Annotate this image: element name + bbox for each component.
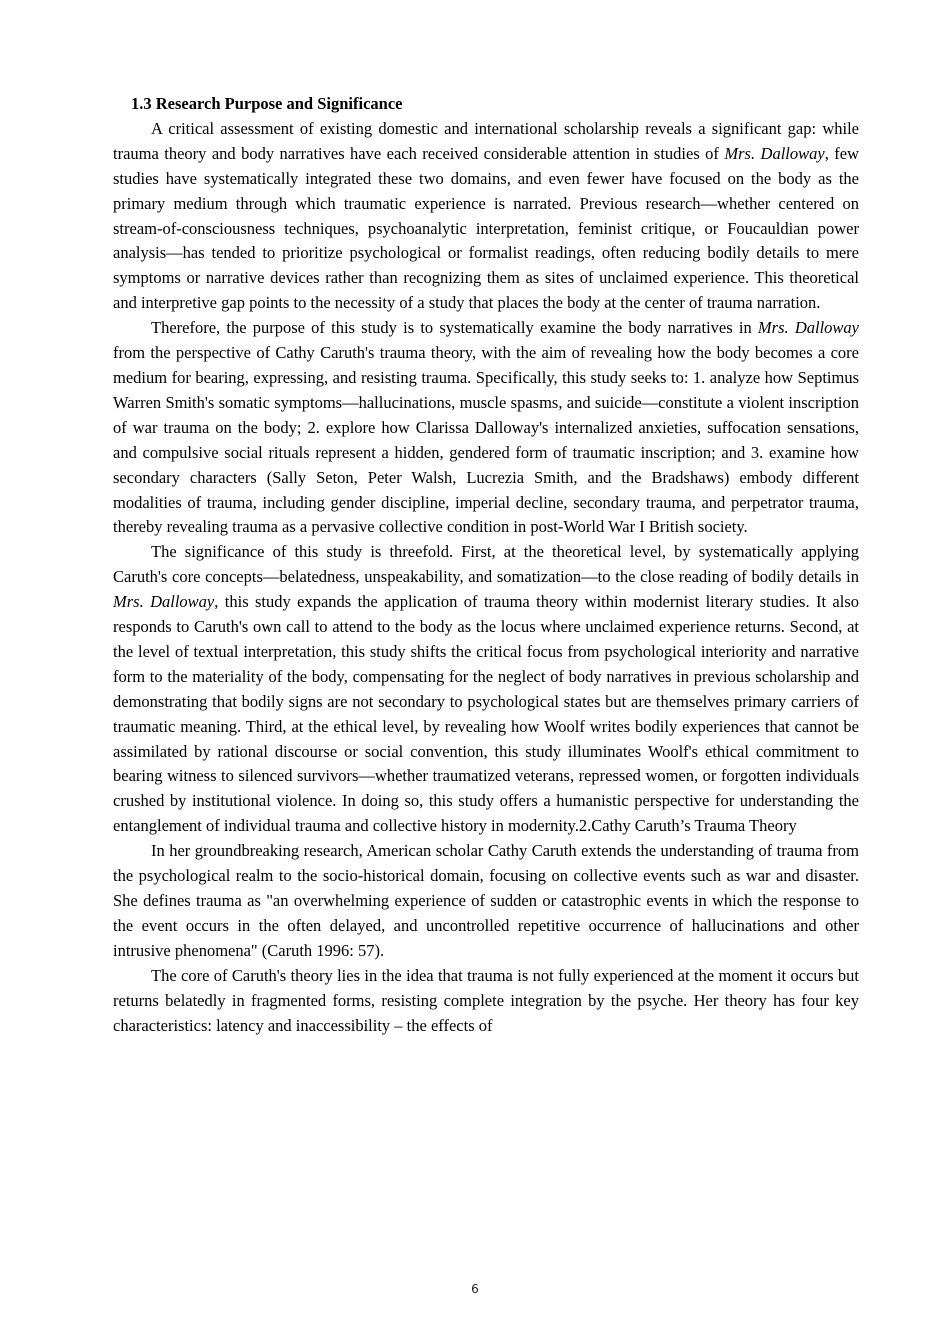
section-heading: 1.3 Research Purpose and Significance xyxy=(131,94,403,113)
paragraph-significance xyxy=(113,540,859,839)
paragraph-research-purpose xyxy=(113,316,859,540)
paragraph-caruth-definition xyxy=(113,839,859,964)
text-run: In her groundbreaking research, American scholar Cathy Caruth extends the understanding of trauma from the psychological realm to the socio-historical domain, focusing on collective events such as war and disaster. She defines trauma as "an overwhelming experience of sudden or catastrophic events in which the response to the event occurs in the often delayed, and uncontrolled repetitive occurrence of hallucinations and other intrusive phenomena" (Caruth 1996: 57). xyxy=(113,841,859,960)
italic-title: Mrs. Dalloway xyxy=(724,143,825,163)
italic-title: Mrs. Dalloway xyxy=(113,592,215,612)
paragraph-research-gap xyxy=(113,117,859,316)
text-run: from the perspective of Cathy Caruth's trauma theory, with the aim of revealing how the body becomes a core medium for bearing, expressing, and resisting trauma. Specifically, this study seeks to: 1. analyze how Septimus Warren Smith's somatic symptoms—hallucinations, muscle spasms, and suicide—constitute a violent inscription of war trauma on the body; 2. explore how Clarissa Dalloway's internalized anxieties, suffocation sensations, and compulsive social rituals represent a hidden, gendered form of traumatic inscription; and 3. examine how secondary characters (Sally Seton, Peter Walsh, Lucrezia Smith, and the Bradshaws) embody different modalities of trauma, including gender discipline, imperial decline, secondary trauma, and perpetrator trauma, thereby revealing trauma as a pervasive collective condition in post-World War I British society. xyxy=(113,343,859,537)
page-body xyxy=(113,92,859,1038)
text-run: , this study expands the application of trauma theory within modernist literary studies. It also responds to Caruth's own call to attend to the body as the locus where unclaimed experience returns. Second, at the level of textual interpretation, this study shifts the critical focus from psychological interiority and narrative form to the materiality of the body, compensating for the neglect of body narratives in previous scholarship and demonstrating that bodily signs are not secondary to psychological states but are themselves primary carriers of traumatic meaning. Third, at the ethical level, by revealing how Woolf writes bodily experiences that cannot be assimilated by rational discourse or social convention, this study illuminates Woolf's ethical commitment to bearing witness to silenced survivors—whether traumatized veterans, repressed women, or forgotten individuals crushed by institutional violence. In doing so, this study offers a humanistic perspective for understanding the entanglement of individual trauma and collective history in modernity.2.Cathy Caruth’s Trauma Theory xyxy=(113,592,859,836)
text-run: Therefore, the purpose of this study is to systematically examine the body narratives in xyxy=(151,318,758,338)
text-run: The core of Caruth's theory lies in the idea that trauma is not fully experienced at the moment it occurs but returns belatedly in fragmented forms, resisting complete integration by the psyche. Her theory has four key characteristics: latency and inaccessibility – the effects of xyxy=(113,965,859,1035)
page-number: 6 xyxy=(471,1282,479,1296)
italic-title: Mrs. Dalloway xyxy=(757,318,860,338)
text-run: A critical assessment of existing domestic and international scholarship reveals a significant gap: while trauma theory and body narratives have each received considerable attention in studies of xyxy=(113,118,859,163)
paragraph-caruth-core xyxy=(113,964,859,1039)
text-run: , few studies have systematically integrated these two domains, and even fewer have focused on the body as the primary medium through which traumatic experience is narrated. Previous research—whether centered on stream-of-consciousness techniques, psychoanalytic interpretation, feminist critique, or Foucauldian power analysis—has tended to prioritize psychological or formalist readings, often reducing bodily details to mere symptoms or narrative devices rather than recognizing them as sites of unclaimed experience. This theoretical and interpretive gap points to the necessity of a study that places the body at the center of trauma narration. xyxy=(113,143,860,313)
text-run: The significance of this study is threefold. First, at the theoretical level, by systematically applying Caruth's core concepts—belatedness, unspeakability, and somatization—to the close reading of bodily details in xyxy=(113,542,859,587)
